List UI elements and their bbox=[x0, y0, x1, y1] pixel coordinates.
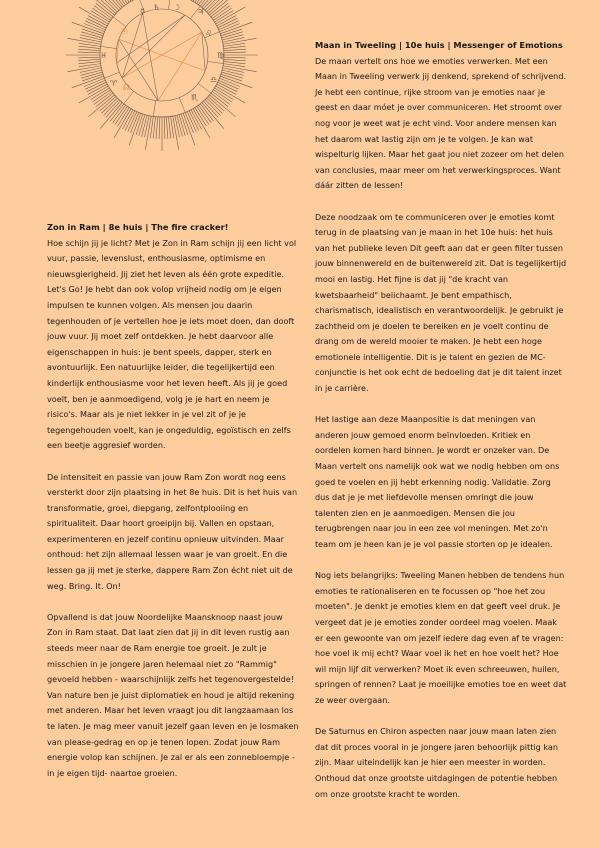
chart-house-line bbox=[105, 72, 120, 78]
chart-tick bbox=[223, 68, 245, 73]
chart-tick bbox=[145, 116, 150, 138]
chart-tick bbox=[223, 38, 245, 43]
chart-house-line bbox=[179, 98, 185, 113]
chart-tick bbox=[173, 116, 179, 149]
chart-tick bbox=[164, 117, 165, 139]
chart-tick-ring bbox=[66, 0, 258, 151]
chart-tick bbox=[91, 88, 110, 100]
jupiter-glyph: ♃ bbox=[197, 7, 205, 16]
chart-tick bbox=[72, 22, 104, 34]
astrology-chart-wheel bbox=[55, 0, 270, 200]
chart-tick bbox=[224, 57, 246, 58]
chart-tick bbox=[222, 35, 243, 40]
sun-heading: Zon in Ram | 8e huis | The fire cracker! bbox=[47, 222, 229, 232]
chart-house-line bbox=[124, 91, 134, 104]
chart-tick bbox=[91, 10, 110, 22]
chart-tick bbox=[80, 35, 101, 40]
chart-tick bbox=[224, 49, 246, 51]
pisces-glyph: ♓ bbox=[100, 51, 108, 60]
moon-section bbox=[315, 38, 567, 818]
moon-intro: De maan vertelt ons hoe we emoties verwerken. Met een Maan in Tweeling verwerk jij denkend, sprekend of schrijvend. Je hebt een continue, rijke stroom van je emoties naar je geest en daar móet je over communiceren. Het stroomt over nog voor je weet wat je echt vind. Voor andere mensen kan het daarom wat lastig zijn om je te volgen. Je kan wat wispelturig lijken. Maar het gaat jou niet zozeer om het delen van conclusies, maar meer om het verwerkingsproces. Want dáár zitten de lessen! bbox=[315, 55, 567, 191]
chart-tick bbox=[217, 84, 236, 94]
chart-tick bbox=[80, 68, 102, 73]
chart-tick bbox=[220, 76, 252, 88]
chart-tick bbox=[67, 38, 100, 44]
sun-paragraph: Opvallend is dat jouw Noordelijke Maansknoop naast jouw Zon in Ram staat. Dat laat zien dat jij in dit leven rustig aan steeds meer naar de Ram energie toe groeit. Je zult je misschien in je jongere jaren helemaal niet zo "Rammig" gevoeld hebben - waarschijnlijk zelfs het tegenovergestelde! Van nature ben je juist diplomatiek en houd je altijd rekening met anderen. Maar het leven vraagt jou dit langzaamaan los te laten. Je mag meer vanuit jezelf gaan leven en je losmaken van please-gedrag en op je tenen lopen. Zodat jouw Ram energie volop kan schijnen. Je zal er als een zonnebloempje -in je eigen tijd- naartoe groeien. bbox=[47, 611, 299, 778]
chart-house-line bbox=[101, 46, 117, 48]
chart-tick bbox=[166, 117, 168, 139]
chart-tick bbox=[195, 108, 207, 127]
chart-tick bbox=[224, 52, 246, 53]
sun-paragraph: Hoe schijn jij je licht? Met je Zon in Ram schijn jij een licht vol vuur, passie, levenslust, enthousiasme, optimisme en nieuwsgierigheid. Jij ziet het leven als één grote expeditie. Let's Go! Je hebt dan ook volop vrijheid nodig om je eigen impulsen te kunnen volgen. Als mensen jou daarin tegenhouden of je vertellen hoe je iets moet doen, dan dooft jouw vuur. Jij moet zelf ontdekken. Je hebt daarvoor alle eigenschappen in huis: je bent speels, dapper, sterk en avontuurlijk. Een natuurlijke leider, die tegelijkertijd een kinderlijk enthousiasme voor het leven heeft. Als jij je goed voelt, ben je aanmoedigend, volg je je hart en neem je risico's. Maar als je niet lekker in je vel zit of je je tegengehouden voelt, kan je ongeduldig, egoïstisch en zelfs een beetje aggresief worden. bbox=[47, 237, 297, 451]
chart-tick bbox=[215, 88, 234, 100]
chart-tick bbox=[78, 61, 100, 63]
chart-tick bbox=[223, 38, 256, 44]
chart-tick bbox=[67, 66, 100, 72]
chart-outer-circle bbox=[100, 0, 224, 117]
chart-tick bbox=[156, 117, 158, 139]
leo-glyph: ♌ bbox=[205, 29, 213, 38]
chart-tick bbox=[168, 117, 170, 139]
chart-house-line bbox=[113, 17, 126, 27]
chart-tick bbox=[88, 95, 114, 117]
chart-tick bbox=[183, 113, 195, 145]
chart-tick bbox=[78, 59, 100, 61]
chart-tick bbox=[117, 108, 129, 127]
chart-tick bbox=[129, 113, 141, 145]
chart-aspect-line bbox=[122, 32, 202, 78]
chart-tick bbox=[222, 70, 243, 75]
moon-heading: Maan in Tweeling | 10e huis | Messenger of Emotions bbox=[315, 40, 563, 50]
chart-tick bbox=[72, 76, 104, 88]
chart-tick bbox=[123, 110, 133, 129]
chart-tick bbox=[205, 0, 220, 10]
moon-paragraph: De Saturnus en Chiron aspecten naar jouw maan laten zien dat dit proces vooral in je jongere jaren behoorlijk pittig kan zijn. Maar uiteindelijk kan je hier een meester in worden. Onthoud dat onze grootste uitdagingen de potentie hebben om onze grootste kracht te worden. bbox=[315, 726, 558, 799]
chart-tick bbox=[220, 22, 252, 34]
chart-tick bbox=[175, 116, 180, 138]
chart-tick bbox=[202, 102, 224, 128]
libra-glyph: ♎ bbox=[210, 75, 218, 84]
chart-tick bbox=[80, 70, 101, 75]
chart-tick bbox=[78, 52, 100, 53]
chart-tick bbox=[224, 59, 246, 61]
chart-tick bbox=[80, 38, 102, 43]
mercury-glyph: ☿ bbox=[140, 7, 145, 16]
chart-tick bbox=[153, 117, 155, 139]
scorpio-glyph: ♏ bbox=[191, 93, 199, 102]
chart-tick bbox=[202, 0, 224, 8]
virgo-glyph: ♍ bbox=[217, 51, 225, 60]
moon-paragraph: Nog iets belangrijks: Tweeling Manen hebben de tendens hun emoties te rationaliseren en te focussen op "hoe het zou moeten". Je denkt je emoties klem en dat geeft veel druk. Je vergeet dat je je emoties zonder oordeel mag voelen. Maak er een gewoonte van om jezelf iedere dag even af te vragen: hoe voel ik mij echt? Waar voel ik het en hoe voelt het? Hoe wil mijn lijf dit verwerken? Moet ik even schreeuwen, huilen, springen of rennen? Laat je moeilijke emoties toe en weet dat ze weer overgaan. bbox=[315, 570, 567, 705]
chart-tick bbox=[78, 57, 100, 58]
chart-tick bbox=[142, 115, 147, 136]
chart-house-line bbox=[153, 101, 155, 117]
chart-tick bbox=[88, 16, 107, 26]
moon-paragraph: Het lastige aan deze Maanpositie is dat meningen van anderen jouw gemoed enorm beïnvloeden. Kritiek en oordelen komen hard binnen. Je wordt er onzeker van. De Maan vertelt ons namelijk ook wat we nodig hebben om ons goed te voelen en jij hebt erkenning nodig. Validatie. Zorg dus dat je je met liefdevolle mensen omringt die jouw talenten zien en je aanmoedigen. Mensen die jou terugbrengen naar jou in een zee vol meningen. Met zo'n team om je heen kan je je vol passie storten op je idealen. bbox=[315, 414, 560, 549]
chart-tick bbox=[223, 66, 256, 72]
chart-tick bbox=[88, 84, 107, 94]
chart-house-line bbox=[208, 61, 224, 63]
chart-tick bbox=[209, 95, 235, 117]
sun-glyph: ☉ bbox=[121, 27, 129, 36]
chart-tick bbox=[224, 46, 246, 48]
chart-aspect-line bbox=[117, 15, 185, 63]
chart-house-line bbox=[168, 0, 170, 9]
sun-section bbox=[47, 220, 299, 797]
chart-tick bbox=[224, 61, 246, 63]
moon-paragraph: Deze noodzaak om te communiceren over je emoties komt terug in de plaatsing van je maan in het 10e huis: het huis van het publieke leven Dit geeft aan dat er geen filter tussen jouw binnenwereld en de buitenwereld zit. Dat is tegelijkertijd mooi en lastig. Het fijne is dat jij "de kracht van kwetsbaarheid" belichaamt. Je bent empathisch, charismatisch, idealistisch en verantwoordelijk. Je gebruikt je zachtheid om je doelen te bereiken en je voelt continu de drang om de wereld mooier te maken. Je hebt een hoge emotionele intelligentie. Dit is je talent en gezien de MC-conjunctie is het ook echt de bedoeling dat je dit talent inzet in je carrière. bbox=[315, 211, 567, 394]
moon-glyph: ☽ bbox=[173, 3, 181, 12]
chart-tick bbox=[145, 116, 151, 149]
chart-tick bbox=[191, 110, 201, 129]
chart-aspect-line bbox=[122, 15, 185, 78]
chart-glyphs bbox=[100, 3, 224, 102]
chart-aspect-line bbox=[158, 32, 202, 101]
chart-tick bbox=[100, 102, 122, 128]
chart-tick bbox=[104, 0, 119, 10]
chart-tick bbox=[78, 46, 100, 48]
sun-paragraph: De intensiteit en passie van jouw Ram Zon wordt nog eens versterkt door zijn plaatsing in het 8e huis. Dit is het huis van transformatie, groei, diepgang, zelfontplooiing en spiritualiteit. Daar hoort groeipijn bij. Vallen en opstaan, experimenteren en jezelf continu opnieuw uitvinden. Maar onthoud: het zijn allemaal lessen waar je van groeit. En die lessen ga jij met je sterke, dappere Ram Zon écht niet uit de weg. Bring. It. On! bbox=[47, 471, 298, 591]
chart-tick bbox=[78, 49, 100, 51]
chart-tick bbox=[159, 117, 160, 139]
chart-tick bbox=[100, 0, 122, 8]
chart-house-lines bbox=[101, 0, 224, 116]
chart-tick bbox=[217, 16, 236, 26]
chart-tick bbox=[177, 115, 182, 136]
node-glyph: ☊ bbox=[123, 83, 131, 92]
aries-glyph: ♈ bbox=[110, 79, 118, 88]
chart-tick bbox=[215, 10, 234, 22]
chart-house-line bbox=[198, 83, 211, 93]
chart-aspect-line bbox=[143, 13, 158, 101]
saturn-glyph: ♄ bbox=[153, 3, 161, 12]
